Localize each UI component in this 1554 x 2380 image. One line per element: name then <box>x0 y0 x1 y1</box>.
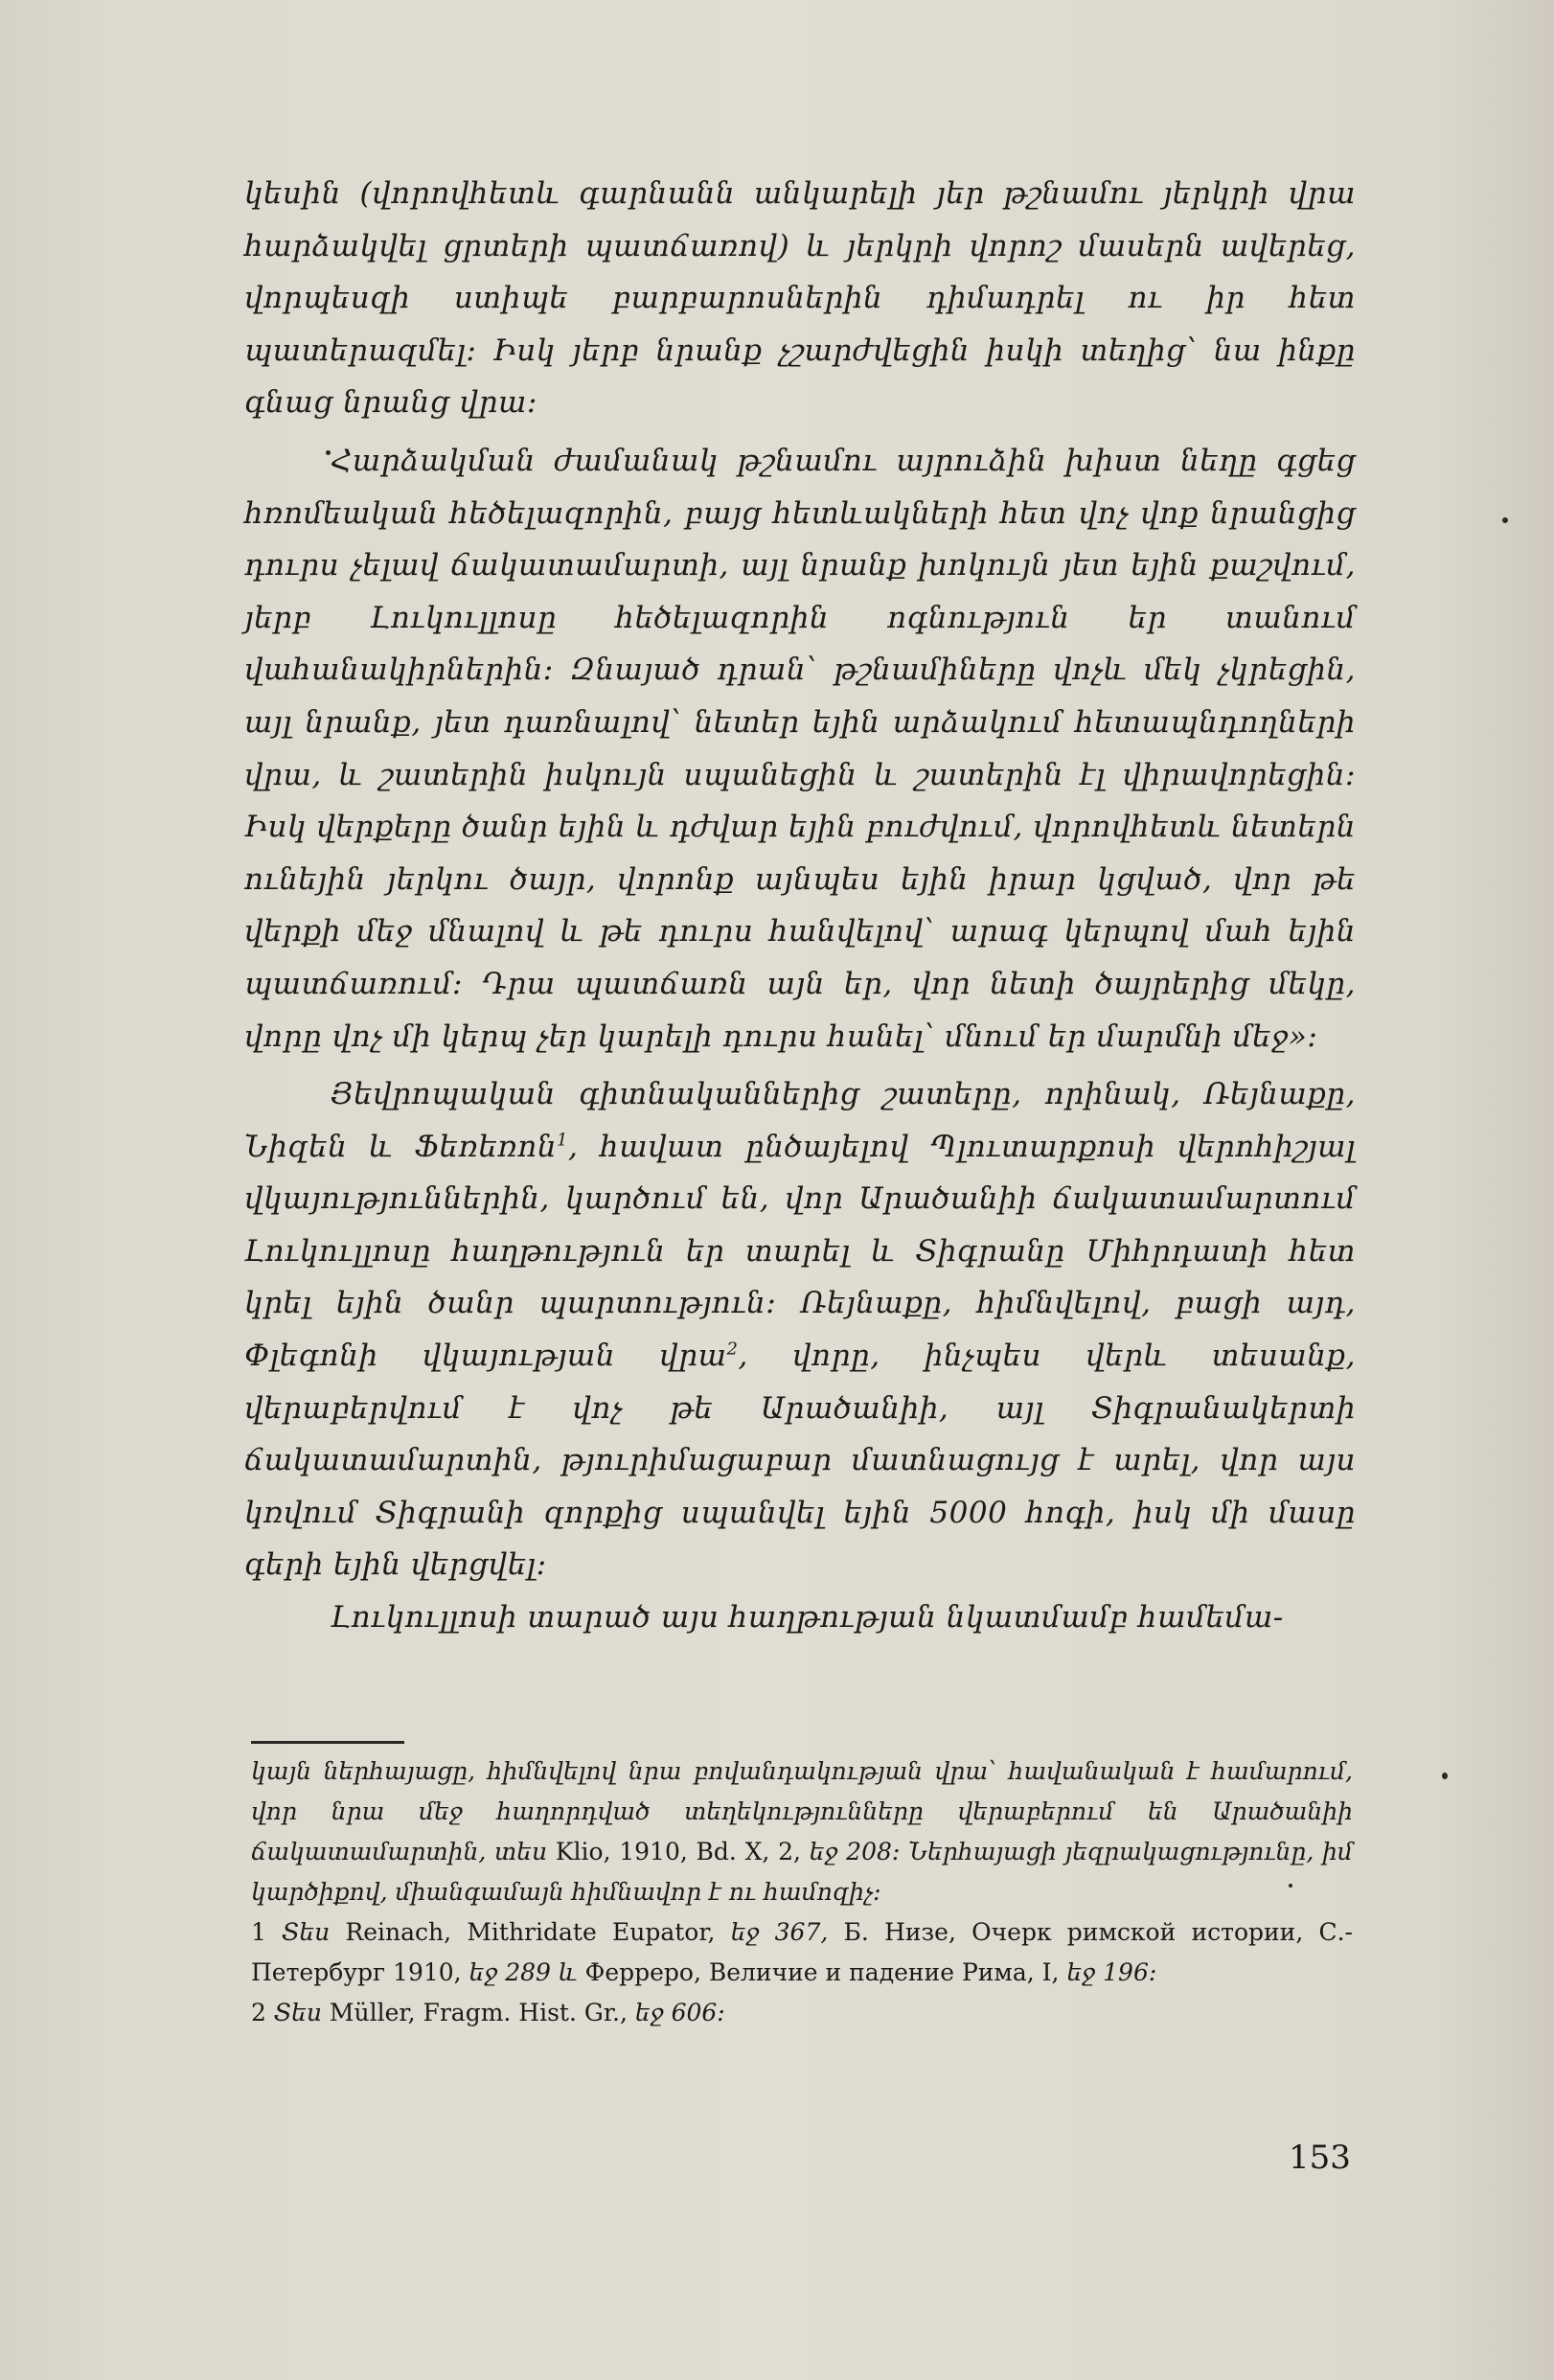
footnote-ref-2: 2 <box>726 1339 739 1360</box>
footnote-continuation <box>251 1751 1353 1912</box>
footnote-1-page-3: եջ 196։ <box>1066 1958 1157 1986</box>
footnote-1-page-2: եջ 289 և <box>468 1958 578 1986</box>
paragraph-1: կեսին (վորովհետև գարնանն անկարելի յեր թշնամու յերկրի վրա հարձակվել ցրտերի պատճառով) և յերկրի վորոշ մասերն ավերեց, վորպեսզի ստիպե բարբարոսներին դիմադրել ու իր հետ պատերազմել։ Իսկ յերբ նրանք չշարժվեցին իսկի տեղից՝ նա ինքը գնաց նրանց վրա։ <box>244 176 1356 421</box>
footnotes <box>251 1751 1353 2033</box>
paragraph-3-part-c: , վորը, ինչպես վերև տեսանք, վերաբերվում է վոչ թե Արածանիի, այլ Տիգրանակերտի ճակատամարտին, թյուրիմացաբար մատնացույց է արել, վոր այս կռվում Տիգրանի զորքից սպանվել եյին 5000 հոգի, իսկ մի մասը գերի եյին վերցվել։ <box>244 1339 1356 1583</box>
paragraph-2: Հարձակման ժամանակ թշնամու այրուձին խիստ նեղը գցեց հռոմեական հեծելազորին, բայց հետևակների հետ վոչ վոք նրանցից դուրս չելավ ճակատամարտի, այլ նրանք խոկույն յետ եյին քաշվում, յերբ Լուկուլլոսը հեծելազորին ոգնություն եր տանում վահանակիրներին։ Զնայած դրան՝ թշնամիները վոչև մեկ չկրեցին, այլ նրանք, յետ դառնալով՝ նետեր եյին արձակում հետապնդողների վրա, և շատերին իսկույն սպանեցին և շատերին էլ վիրավորեցին։ Իսկ վերքերը ծանր եյին և դժվար եյին բուժվում, վորովհետև նետերն ունեյին յերկու ծայր, վորոնք այնպես եյին իրար կցված, վոր թե վերքի մեջ մնալով և թե դուրս հանվելով՝ արագ կերպով մահ եյին պատճառում։ Դրա պատճառն այն եր, վոր նետի ծայրերից մեկը, վորը վոչ մի կերպ չեր կարելի դուրս հանել՝ մնում եր մարմնի մեջ»։ <box>244 443 1356 1054</box>
footnote-1-see: Տես <box>282 1918 331 1946</box>
footnote-2-number: 2 <box>251 1999 266 2026</box>
footnote-2 <box>251 1993 1353 2033</box>
paragraph-3 <box>244 1068 1356 1591</box>
footnote-continuation-ref: Klio, 1910, Bd. X, 2, <box>555 1838 801 1865</box>
footnote-1 <box>251 1912 1353 1993</box>
ink-speck <box>1442 1773 1448 1779</box>
paragraph-3-part-b: , հավատ ընծայելով Պլուտարքոսի վերոհիշյալ վկայություններին, կարծում են, վոր Արածանիի ճակատամարտում Լուկուլլոսը հաղթություն եր տարել և Տիգրանը Միհրդատի հետ կրել եյին ծանր պարտություն։ Ռեյնաքը, հիմնվելով, բացի այդ, Փլեգոնի վկայության վրա <box>244 1129 1356 1374</box>
footnote-2-page: եջ 606։ <box>634 1999 725 2026</box>
footnote-1-number: 1 <box>251 1918 266 1946</box>
footnote-continuation-page: եջ 208։ <box>809 1838 901 1865</box>
main-text <box>244 168 1356 1644</box>
ink-speck <box>1502 517 1508 523</box>
page-number: 153 <box>1289 2139 1351 2177</box>
footnote-1-source-1: Reinach, Mithridate Eupator, <box>345 1918 716 1946</box>
footnote-rule <box>251 1741 404 1744</box>
paragraph-4: Լուկուլլոսի տարած այս հաղթության նկատմամբ համեմա- <box>331 1600 1284 1636</box>
footnote-ref-1: 1 <box>557 1130 568 1151</box>
footnote-continuation-end: Ներհայացի յեզրակացությունը, իմ կարծիքով, միանգամայն հիմնավոր է ու համոզիչ։ <box>251 1838 1353 1906</box>
footnote-continuation-text: կայն ներհայացը, հիմնվելով նրա բովանդակության վրա՝ հավանական է համարում, վոր նրա մեջ հաղորդված տեղեկությունները վերաբերում են Արածանիի ճակատամարտին, տես <box>251 1757 1353 1865</box>
footnote-2-source: Müller, Fragm. Hist. Gr., <box>329 1999 628 2026</box>
paragraph-3-part-a: Յեվրոպական գիտնականներից շատերը, որինակ, Ռեյնաքը, Նիզեն և Ֆեռեռոն <box>244 1077 1356 1164</box>
footnote-2-see: Տես <box>273 1999 322 2026</box>
ink-speck <box>1289 1884 1292 1888</box>
footnote-1-source-2: Б. Низе, Очерк римской истории, С.-Петербург 1910, <box>251 1918 1354 1986</box>
footnote-1-source-3: Ферреро, Величие и падение Рима, I, <box>584 1958 1060 1986</box>
footnote-1-page-1: եջ 367, <box>730 1918 829 1946</box>
ink-speck <box>326 450 331 455</box>
